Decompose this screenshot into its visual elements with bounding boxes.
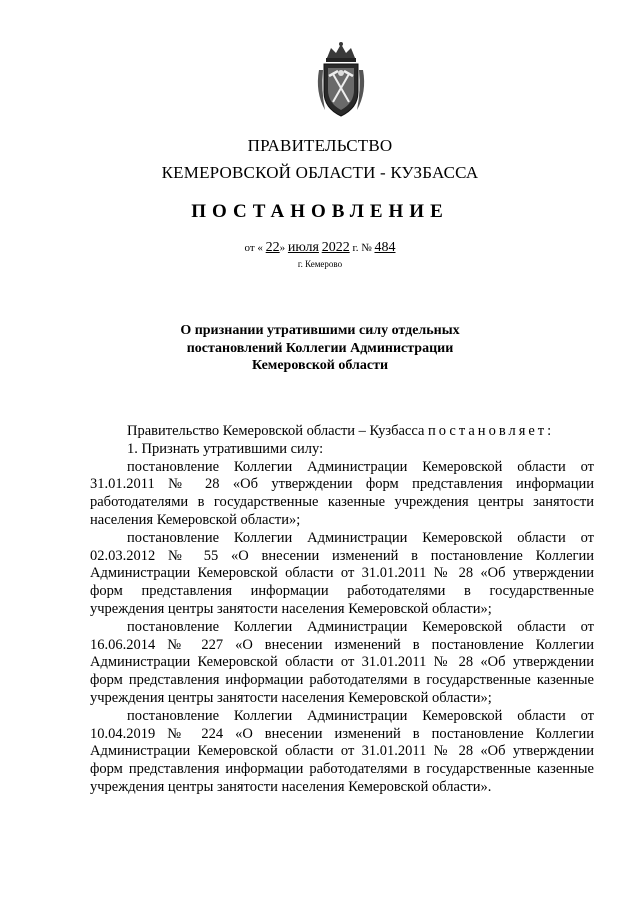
- org-title-line1: ПРАВИТЕЛЬСТВО: [247, 136, 393, 155]
- doc-number-label: №: [361, 242, 372, 254]
- document-body: [90, 423, 594, 797]
- date-prefix: от «: [244, 242, 263, 254]
- intro-lead: Правительство Кемеровской области – Кузбасса: [127, 423, 429, 439]
- date-line: [0, 240, 640, 256]
- body-paragraph: постановление Коллегии Администрации Кемеровской области от 16.06.2014 № 227 «О внесении изменений в постановление Коллегии Администрации Кемеровской области от 31.01.2011 № 28 «Об утверждении форм представления информации работодателями в государственные казенные учреждения центры занятости населения Кемеровской области»;: [90, 618, 594, 706]
- document-type: ПОСТАНОВЛЕНИЕ: [191, 201, 449, 222]
- intro-paragraph: [90, 423, 594, 441]
- doc-number: 484: [374, 240, 396, 255]
- intro-end: :: [547, 423, 552, 439]
- item-paragraph: 1. Признать утратившими силу:: [127, 440, 324, 457]
- date-day: 22: [265, 240, 280, 255]
- subject-line: О признании утратившими силу отдельных: [180, 323, 460, 338]
- body-paragraph: постановление Коллегии Администрации Кемеровской области от 10.04.2019 № 224 «О внесении изменений в постановление Коллегии Администрации Кемеровской области от 31.01.2011 № 28 «Об утверждении форм представления информации работодателями в государственные казенные учреждения центры занятости населения Кемеровской области».: [90, 707, 594, 795]
- date-year: 2022: [321, 240, 350, 255]
- kemerovo-coat-of-arms-icon: [313, 40, 369, 120]
- body-paragraph: постановление Коллегии Администрации Кемеровской области от 02.03.2012 № 55 «О внесении изменений в постановление Коллегии Администрации Кемеровской области от 31.01.2011 № 28 «Об утверждении форм представления информации работодателями в государственные учреждения центры занятости населения Кемеровской области»;: [90, 529, 594, 617]
- date-year-suffix: г.: [352, 242, 359, 254]
- city: г. Кемерово: [297, 259, 343, 269]
- date-sep: »: [279, 242, 286, 254]
- subject-line: Кемеровской области: [251, 358, 389, 373]
- intro-decree-word: постановляет: [428, 423, 548, 439]
- body-paragraph: постановление Коллегии Администрации Кемеровской области от 31.01.2011 № 28 «Об утверждении форм представления информации работодателями в государственные казенные учреждения центры занятости населения Кемеровской области»;: [90, 458, 594, 528]
- subject-line: постановлений Коллегии Администрации: [186, 340, 454, 356]
- org-title-line2: КЕМЕРОВСКОЙ ОБЛАСТИ - КУЗБАССА: [161, 163, 479, 182]
- document-subject: [150, 322, 490, 375]
- date-month: июля: [287, 240, 319, 255]
